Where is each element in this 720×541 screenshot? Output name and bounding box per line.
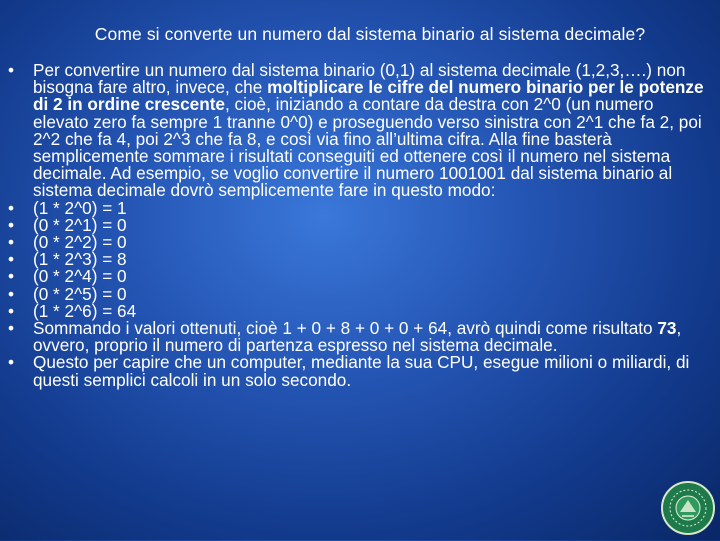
bullet-final [8, 354, 708, 388]
intro-bold-text: moltiplicare le cifre del numero binario per le potenze di 2 in ordine crescente [33, 77, 704, 115]
step-text: (0 * 2^5) = 0 [33, 283, 127, 304]
school-emblem-icon [660, 480, 716, 536]
sum-text: Sommando i valori ottenuti, cioè 1 + 0 + 8 + 0 + 0 + 64, avrò quindi come risultato [33, 318, 658, 339]
bullet-icon: • [8, 197, 15, 218]
bullet-icon: • [8, 352, 15, 373]
bullet-icon: • [8, 60, 15, 80]
bullet-icon: • [8, 232, 15, 253]
bullet-icon: • [8, 283, 15, 304]
sum-text-continued: , ovvero, proprio il numero di partenza espresso nel sistema decimale. [33, 318, 682, 356]
bullet-icon: • [8, 214, 15, 235]
bullet-icon: • [8, 266, 15, 287]
bullet-list [8, 62, 708, 389]
bullet-icon: • [8, 300, 15, 321]
step-text: (0 * 2^4) = 0 [33, 266, 127, 287]
step-text: (0 * 2^2) = 0 [33, 232, 127, 253]
bullet-icon: • [8, 249, 15, 270]
sum-result: 73 [657, 318, 677, 339]
intro-text: Per convertire un numero dal sistema binario (0,1) al sistema decimale (1,2,3,….) non bisogna fare altro, invece, che [33, 60, 686, 98]
step-text: (1 * 2^0) = 1 [33, 197, 127, 218]
bullet-sum [8, 320, 708, 354]
bullet-intro [8, 62, 708, 200]
bullet-icon: • [8, 318, 15, 339]
step-text: (1 * 2^3) = 8 [33, 249, 127, 270]
step-text: (0 * 2^1) = 0 [33, 214, 127, 235]
intro-text-continued: , cioè, iniziando a contare da destra con 2^0 (un numero elevato zero fa sempre 1 tranne 0^0) e proseguendo verso sinistra con 2^1 che fa 2, poi 2^2 che fa 4, poi 2^3 che fa 8, e così via fino all’ultima cifra. Alla fine basterà semplicemente sommare i risultati conseguiti ed ottenere così il numero nel sistema decimale. Ad esempio, se voglio convertire il numero 1001001 dal sistema binario al sistema decimale dovrò semplicemente fare in questo modo: [33, 94, 702, 201]
slide-title: Come si converte un numero dal sistema binario al sistema decimale? [94, 24, 646, 44]
step-text: (1 * 2^6) = 64 [33, 300, 137, 321]
final-text: Questo per capire che un computer, mediante la sua CPU, esegue milioni o miliardi, di questi semplici calcoli in un solo secondo. [33, 352, 690, 390]
